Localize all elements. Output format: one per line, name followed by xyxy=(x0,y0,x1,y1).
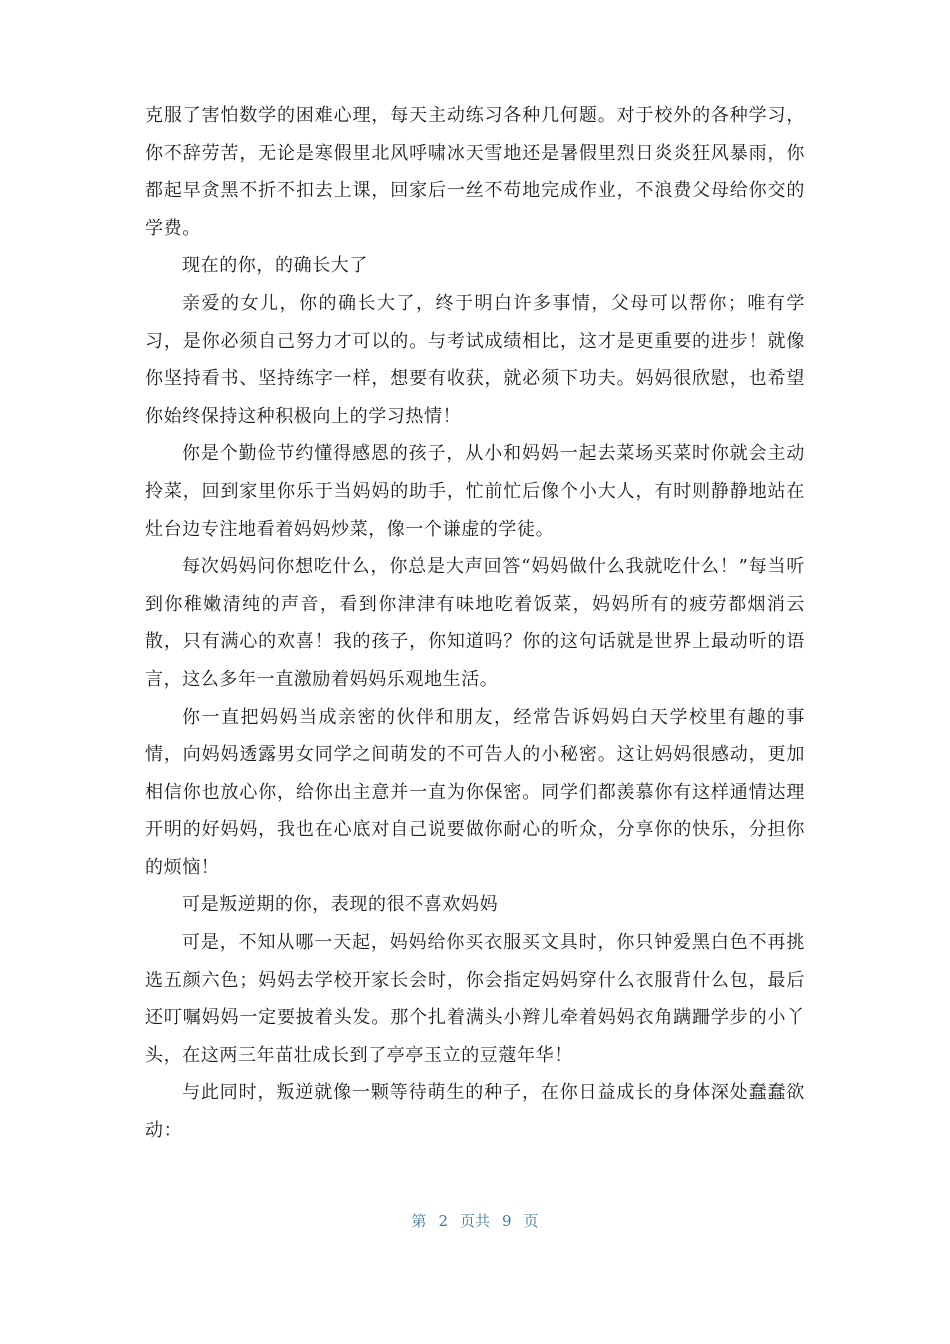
footer-prefix: 第 xyxy=(411,1212,427,1230)
paragraph: 可是，不知从哪一天起，妈妈给你买衣服买文具时，你只钟爱黑白色不再挑选五颜六色；妈妈去学校开家长会时，你会指定妈妈穿什么衣服背什么包，最后还叮嘱妈妈一定要披着头发。那个扎着满头小辫儿牵着妈妈衣角蹒跚学步的小丫头，在这两三年苗壮成长到了亭亭玉立的豆蔻年华！ xyxy=(145,932,805,1066)
paragraph: 你一直把妈妈当成亲密的伙伴和朋友，经常告诉妈妈白天学校里有趣的事情，向妈妈透露男女同学之间萌发的不可告人的小秘密。这让妈妈很感动，更加相信你也放心你，给你出主意并一直为你保密。同学们都羡慕你有这样通情达理开明的好妈妈，我也在心底对自己说要做你耐心的听众，分享你的快乐，分担你的烦恼！ xyxy=(145,706,805,878)
document-body xyxy=(145,97,805,1150)
page-footer xyxy=(0,1210,950,1231)
section-heading: 现在的你，的确长大了 xyxy=(182,255,368,277)
footer-total-pages: 9 xyxy=(502,1212,512,1230)
paragraph: 你是个勤俭节约懂得感恩的孩子，从小和妈妈一起去菜场买菜时你就会主动拎菜，回到家里你乐于当妈妈的助手，忙前忙后像个小大人，有时则静静地站在灶台边专注地看着妈妈炒菜，像一个谦虚的学徒。 xyxy=(145,443,805,540)
footer-page-number: 2 xyxy=(438,1212,448,1230)
section-heading: 可是叛逆期的你，表现的很不喜欢妈妈 xyxy=(182,894,499,916)
paragraph: 与此同时，叛逆就像一颗等待萌生的种子，在你日益成长的身体深处蠢蠢欲动： xyxy=(145,1082,805,1142)
footer-middle: 页共 xyxy=(459,1212,490,1230)
footer-suffix: 页 xyxy=(523,1212,539,1230)
paragraph: 克服了害怕数学的困难心理，每天主动练习各种几何题。对于校外的各种学习，你不辞劳苦，无论是寒假里北风呼啸冰天雪地还是暑假里烈日炎炎狂风暴雨，你都起早贪黑不折不扣去上课，回家后一丝不苟地完成作业，不浪费父母给你交的学费。 xyxy=(145,105,805,239)
paragraph: 亲爱的女儿，你的确长大了，终于明白许多事情，父母可以帮你；唯有学习，是你必须自己努力才可以的。与考试成绩相比，这才是更重要的进步！就像你坚持看书、坚持练字一样，想要有收获，就必须下功夫。妈妈很欣慰，也希望你始终保持这种积极向上的学习热情！ xyxy=(145,292,805,427)
paragraph: 每次妈妈问你想吃什么，你总是大声回答“妈妈做什么我就吃什么！”每当听到你稚嫩清纯的声音，看到你津津有味地吃着饭菜，妈妈所有的疲劳都烟消云散，只有满心的欢喜！我的孩子，你知道吗？你的这句话就是世界上最动听的语言，这么多年一直激励着妈妈乐观地生活。 xyxy=(145,556,805,690)
